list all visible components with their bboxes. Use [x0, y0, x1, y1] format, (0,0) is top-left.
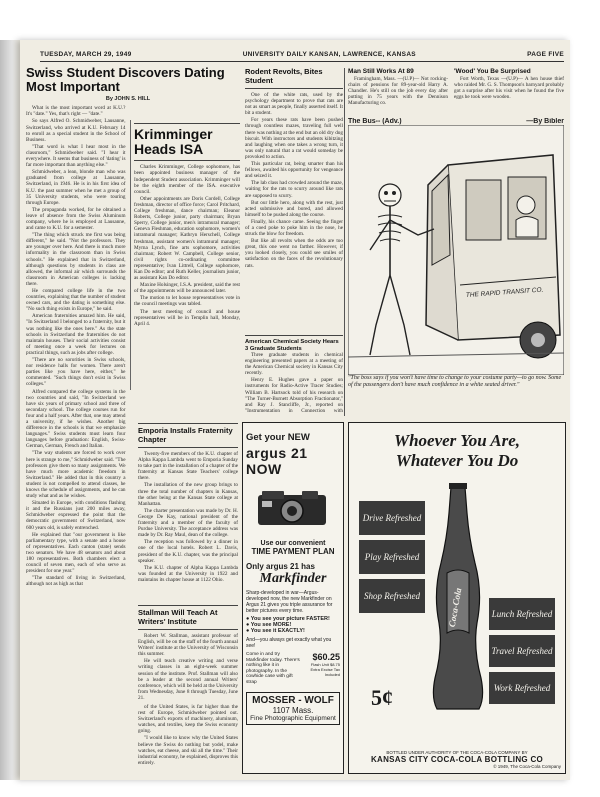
chemical-paragraph: Henry E. Hughes gave a paper on instruments for Radio-Active Tracer Studies; William B. Hartsock told of his research on "The Turner-Burnett Absorption Fractionator," and Ray J. Stancliffe, Jr., reported on "Instrumentation in Connection with: [245, 377, 343, 412]
divider: [245, 88, 343, 89]
swiss-paragraph: Schmidweber, a lean, blonde man who was graduated from college at Lausanne, Switzerland, in 1946. He is in his first idea of K.U. the past summer when he met a group of 35 University students, who were touring through Europe.: [26, 169, 126, 206]
divider: [138, 605, 238, 606]
rodent-paragraph: But like all revolts when the odds are too great, this one went no farther. However, if you looked closely, you could see smiles of satisfaction on the faces of the revolutionary rats.: [245, 238, 343, 269]
krimminger-paragraph: Maxine Holsinger, I.S.A. president, said the rest of the appointments will be announced later.: [134, 282, 240, 295]
stallman-body: [138, 633, 238, 701]
cartoon-caption: "The boss says if you won't have time to change to your costume party—to go now. Some of the passengers don't have much confidence in a white seated driver.": [348, 375, 562, 388]
chemical-body: [245, 352, 343, 412]
argus-price-block: [306, 652, 340, 686]
coke-headline-1: Whoever You Are,: [393, 431, 521, 450]
coke-banner-text: Travel Refreshed: [491, 646, 553, 656]
argus-brand: argus 21 NOW: [246, 445, 308, 477]
swiss-paragraph: Situated in Europe, with conditions flashing it and the Russians just 200 miles away, Schmidweber expressed the point that the democratic government of Switzerland, now 600 years old, is safely entrenched.: [26, 500, 126, 531]
divider: [245, 335, 343, 336]
krimminger-paragraph: The next meeting of council and house representatives will be in Templin hall, Monday, April 4.: [134, 308, 240, 327]
emporia-article: [138, 420, 238, 600]
swiss-paragraph: Alfred compared the college systems in the two countries and said, "In Switzerland we have six years of primary school and three of secondary school. The college courses run for four and a half years. After that, one may attend a university, if he wishes. Another big difference in the schools is that we emphasize languages." Swiss students must learn four languages before graduation: English, Swiss-German, German, French and Italian.: [26, 388, 126, 450]
swiss-headline: Swiss Student Discovers Dating Most Important: [26, 66, 225, 94]
swiss-paragraph: "The thing which struck me first was being different," he said. "Not the professors. They are younger over here. And there is much more informality in the classroom than in Swiss schools." He explained that in Switzerland, although questions by students in class are allowed, the informal air which surrounds the classroom in American colleges is lacking there.: [26, 232, 126, 287]
divider: [138, 447, 238, 448]
emporia-paragraph: The reception was followed by a dinner in one of the local hotels. Robert L. Davis, president of the K.U. chapter, was the principal speaker.: [138, 539, 238, 564]
stallman-article: [138, 602, 238, 702]
coke-banner: [359, 540, 425, 574]
krimminger-body: [134, 164, 240, 326]
wood-paragraph: Fort Worth, Texas —(U.P)— A hen house thief who raided Mr. G. S. Thompson's barnyard probably got a surprise after his visit when he found the five eggs he took were wooden.: [454, 75, 564, 100]
coke-banner-text: Work Refreshed: [493, 683, 551, 693]
wood-headline: 'Wood' You Be Surprised: [454, 68, 531, 75]
argus-ad: [242, 422, 344, 774]
rodent-paragraph: The lab class had crowded around the maze, waiting for the rats to scurry around like rats are supposed to scurry.: [245, 180, 343, 199]
man-still-works-article: [348, 68, 448, 118]
emporia-headline: Emporia Installs Fraternity Chapter: [138, 426, 233, 444]
man-still-works-body: [348, 76, 448, 106]
emporia-paragraph: The installation of the new group brings to three the total number of chapters in Kansas, the other being at the Kansas State college at Manhattan.: [138, 482, 238, 507]
man-still-works-paragraph: Framingham, Mass. —(U.P)— Not rocking-chairs of pensions for 89-year-old Harry A. Chandler. He's still on the job every day after putting in 75 years with the Dennison Manufacturing co.: [348, 75, 448, 106]
krimminger-article: [130, 120, 240, 390]
argus-feature: ● You see MORE!: [246, 622, 292, 628]
chemical-article: [245, 332, 343, 412]
emporia-body: [138, 451, 238, 583]
swiss-continued-body: [138, 704, 238, 766]
argus-price-row: [246, 652, 340, 686]
coca-cola-ad: [348, 422, 566, 774]
stallman-paragraph: Robert W. Stallman, assistant professor of English, will be on the staff of the fourth annual Writers' institute at the University of Wisconsin this summer.: [138, 633, 238, 658]
coke-banner: [489, 672, 555, 704]
swiss-byline: By JOHN S. HILL: [105, 96, 151, 103]
coke-banner: [359, 501, 425, 535]
emporia-paragraph: The K.U. chapter of Alpha Kappa Lambda was founded at the University in 1922 and maintains its chapter house at 1122 Ohio.: [138, 564, 238, 583]
emporia-paragraph: Twenty-five members of the K.U. chapter of Alpha Kappa Lambda went to Emporia Sunday to take part in the installation of a chapter of the fraternity at Kansas State Teachers' college there.: [138, 451, 238, 482]
coke-bottle: [427, 483, 489, 713]
coke-banner: [489, 598, 555, 630]
krimminger-paragraph: Other appointments are Doris Cordell, College freshman, director of office force; Carol Pritchard, College freshman, dance chairman; Eleanor Roberts, College junior, party chairman; Bryan Sperry, College junior, men's intramural manager; Geneva Fleshman, education sophomore, women's intramural manager; Kathryn Herschell, College freshman, assistant women's intramural manager; Myrna Lynch, fine arts sophomore, activities chairman; Robert W. Campbell, College senior, civil rights co-ordinating committee representative; Ivan Littrell, College sophomore, Kan Do editor; and Ruth Keller, journalism junior, as assistant Kan Do editor.: [134, 195, 240, 282]
swiss-paragraph: He explained that "our government is like parliamentary type, with a senate and a house of representatives. Each canton (state) sends two senators. We have 48 senators and about 180 representatives. Both chambers elect a council of seven men, each of who serve as president for one year.": [26, 531, 126, 575]
coke-banner: [359, 579, 425, 613]
cartoon-credit: —By Bibler: [526, 118, 564, 125]
camera-icon: [246, 481, 340, 531]
coke-headline-2: Whatever You Do: [395, 451, 519, 470]
cartoon-drawing: [348, 125, 564, 375]
coke-banner-text: Play Refreshed: [364, 552, 420, 562]
page-header: [40, 48, 564, 62]
argus-come-in: Come in and try Markfinder today. There's nothing like it in photography. In the cowhide case with gift strap: [246, 652, 300, 685]
cartoon-title: The Bus-- (Adv.): [348, 118, 402, 125]
swiss-paragraph: What is the most important word at K.U.? It's "date." Yes, that's right — "date.": [26, 105, 126, 118]
argus-use: Use our convenient: [260, 540, 326, 547]
header-date: TUESDAY, MARCH 29, 1949: [40, 51, 132, 58]
rodent-paragraph: This particular rat, being smarter than his fellows, awaited his opportunity for vengeance and seized it.: [245, 161, 343, 180]
chemical-headline: American Chemical Society Hears 3 Graduate Students: [245, 339, 339, 352]
binding-edge: [0, 40, 20, 780]
swiss-paragraph: He compared college life in the two countries, explaining that the number of student owned cars, and the dating is something else. "No such thing exists in Europe," he said.: [26, 288, 126, 313]
rodent-body: [245, 92, 343, 269]
argus-store: MOSSER - WOLF: [252, 694, 334, 706]
rodent-article: [245, 68, 343, 330]
column-rule: [344, 68, 345, 416]
swiss-paragraph: "There are no sororities in Swiss schools, nor residence halls for women. There aren't parties like you have here, either," he commented. "Such things don't exist in Swiss colleges.": [26, 357, 126, 388]
swiss-paragraph: The propaganda worked, for he obtained a leave of absence from the Swiss Aluminum company, where he is employed at Lausanne, and came to K.U. for a semester.: [26, 206, 126, 232]
argus-feature: ● You see it EXACTLY!: [246, 628, 305, 634]
coke-price: 5¢: [371, 685, 393, 710]
rodent-paragraph: One of the white rats, used by the psychology department to prove that rats are not as smart as people, finally asserted itself. It bit a student.: [245, 92, 343, 117]
argus-feature: ● You see your picture FASTER!: [246, 616, 330, 622]
stallman-headline: Stallman Will Teach At Writers' Institute: [138, 608, 218, 626]
divider: [138, 629, 238, 630]
argus-closing: And—you always get exactly what you see!: [246, 637, 332, 649]
coke-authority: BOTTLED UNDER AUTHORITY OF THE COCA-COLA COMPANY BY: [386, 750, 528, 755]
swiss-continued: [138, 704, 238, 776]
coke-footer: [353, 750, 561, 769]
argus-get-your: Get your NEW: [246, 432, 310, 443]
newspaper-page: [20, 40, 570, 780]
swiss-paragraph: "That word is what I hear most in the classroom," Schmidweber said. "I hear it everywhere. It seems that business of 'dating' is far more important than anything else.": [26, 143, 126, 169]
coke-banner-text: Shop Refreshed: [364, 591, 420, 601]
coke-bottle-label: Coca-Cola: [446, 587, 464, 628]
header-page-number: PAGE FIVE: [527, 51, 564, 58]
krimminger-headline: Krimminger Heads ISA: [134, 126, 213, 157]
cartoon-panel: [348, 118, 564, 418]
coke-copyright: © 1949, The Coca-Cola Company: [493, 764, 561, 769]
argus-tagline: Fine Photographic Equipment: [250, 714, 336, 722]
krimminger-paragraph: The motion to let house representatives vote in the council meetings was tabled.: [134, 295, 240, 308]
swiss-continued-paragraph: of the United States, is far higher than the rest of Europe, Schmidweber pointed out. Switzerland's exports of machinery, aluminum, watches, and textiles, keep the Swiss economy going.: [138, 704, 238, 735]
chemical-paragraph: Three graduate students in chemical engineering presented papers at a meeting of the American Chemical society in Kansas City recently.: [245, 352, 343, 377]
argus-price-note: Flash Unit $8.75 Extra Excise Tax Included: [310, 662, 340, 677]
wood-article: [454, 68, 564, 118]
argus-feature-text: You see your picture FASTER!: [250, 616, 330, 622]
argus-address: 1107 Mass.: [272, 705, 314, 715]
swiss-continued-paragraph: "I would like to know why the United States believe the Swiss do nothing but yodel, make watches, eat cheese, and ski all the time." Their industrial economy, he explained, disproves this entirely.: [138, 735, 238, 766]
argus-features-intro: Sharp-developed in war—Argus-developed now, the new Markfinder on Argus 21 gives you triple assurance for better pictures every time.: [246, 590, 333, 614]
rodent-headline: Rodent Revolts, Bites Student: [245, 68, 323, 85]
divider: [134, 123, 240, 124]
rodent-paragraph: For years these rats have been pushed through countless mazes, traveling full well there was nothing at the end but an old dry dog biscuit. With instructors and students kibitzing and laughing when one takes a wrong turn, it was only natural that a rat would someday be provoked to action.: [245, 117, 343, 160]
argus-plan: TIME PAYMENT PLAN: [251, 547, 335, 556]
coke-banner: [489, 635, 555, 667]
swiss-paragraph: So says Alfred O. Schmidweber, Lausanne, Switzerland, who arrived at K.U. February 14 to enroll as a special student in the School of Business.: [26, 118, 126, 143]
coke-banner-text: Lunch Refreshed: [491, 609, 553, 619]
header-paper-name: UNIVERSITY DAILY KANSAN, LAWRENCE, KANSAS: [242, 51, 416, 58]
bus-sign-text: THE RAPID TRANSIT CO.: [465, 286, 544, 299]
stallman-paragraph: He will teach creative writing and verse writing classes in an eight-week summer session of the institute. Prof. Stallman will also be a leader at the second annual Writers' conference, which will be held at the University from Wednesday, June 8 through Tuesday, June 21.: [138, 658, 238, 701]
divider: [138, 423, 238, 424]
rodent-paragraph: But our little hero, along with the rest, just acted submissive and bored, and allowed himself to be pushed along the course.: [245, 199, 343, 218]
man-still-works-headline: Man Still Works At 89: [348, 68, 414, 75]
swiss-paragraph: "The standard of living in Switzerland, although not as high as that: [26, 575, 126, 588]
swiss-paragraph: "The way students are forced to work over here is strange to me," Schmidweber said. "The professors give them so many assignments. We have much more academic freedom in Switzerland." He added that in this country a student is not compelled to attend classes, he knows the schedule of assignments, and he can study what and as he wishes.: [26, 450, 126, 500]
cartoon-title-row: [348, 118, 564, 125]
argus-store-box: [246, 692, 340, 725]
argus-markfinder: Markfinder: [259, 571, 327, 586]
coke-banner-text: Drive Refreshed: [362, 513, 422, 523]
divider: [134, 160, 240, 161]
emporia-paragraph: The charter presentation was made by Dr. H. George De Kay, national president of the fraternity and a member of the faculty of Purdue University. The acceptance address was made by Dr. Ray Maul, dean of the college.: [138, 507, 238, 539]
argus-price: $60.25: [312, 652, 340, 662]
argus-only: Only argus 21 has: [246, 562, 315, 571]
wood-body: [454, 76, 564, 100]
argus-feature-text: You see MORE!: [250, 622, 292, 628]
argus-feature-text: You see it EXACTLY!: [250, 628, 305, 634]
swiss-paragraph: American fraternities amazed him. He said, "In Switzerland I belonged to a fraternity, but it was nothing like the ones here." As the state schools in Switzerland the fraternities do not maintain houses. Their social activities consist of meeting once a week for lectures on practical things, such as jobs after college.: [26, 313, 126, 356]
krimminger-paragraph: Charles Krimminger, College sophomore, has been appointed business manager of the Independent Student association. Krimminger will be the eighth member of the ISA. executive council.: [134, 164, 240, 195]
coke-bottler: KANSAS CITY COCA-COLA BOTTLING CO: [370, 755, 544, 764]
rodent-paragraph: Finally, his chance came. Seeing the finger of a coed poke to poke him in the nose, he struck the blow for freedom.: [245, 218, 343, 238]
